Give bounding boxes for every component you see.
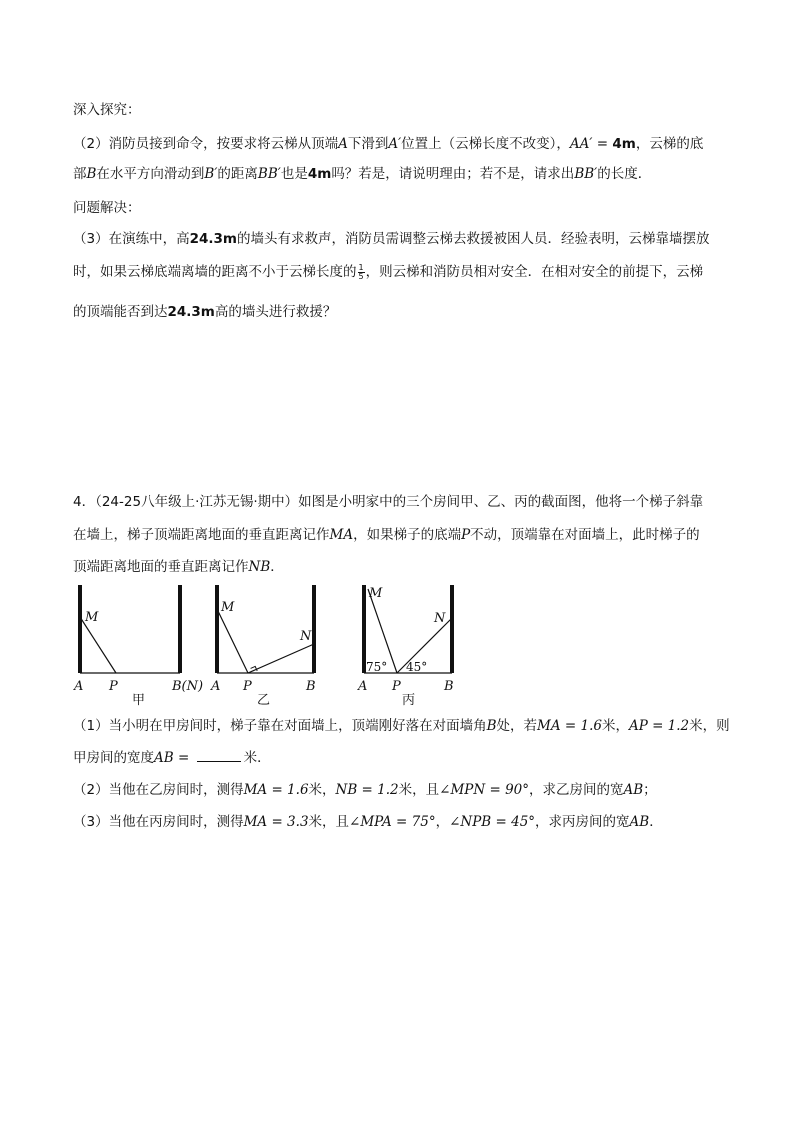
fraction-one-fifth: $\frac{1}{5}$: [358, 262, 364, 281]
question-3-line-2: 时，如果云梯底端离墙的距离不小于云梯长度的 $\frac{1}{5}$ ，则云梯和消防员相对安全．在相对安全的前提下，云梯: [73, 262, 704, 281]
room-bing-label-P: P: [392, 679, 401, 694]
room-jia-name: 甲: [132, 693, 146, 708]
section-heading-solve: 问题解决：: [73, 200, 141, 216]
answer-blank[interactable]: [197, 747, 241, 762]
room-yi-label-A: A: [211, 679, 221, 694]
problem-4-sub-2: （2）当他在乙房间时，测得MA = 1.6米，NB = 1.2米，且∠MPN = 90°，求乙房间的宽AB；: [73, 782, 657, 798]
problem-4-line-2: 在墙上，梯子顶端距离地面的垂直距离记作MA，如果梯子的底端P不动，顶端靠在对面墙上，此时梯子的: [73, 527, 700, 543]
room-jia-label-BN: B(N): [172, 679, 204, 694]
problem-4-line-1: 4．（24-25八年级上·江苏无锡·期中）如图是小明家中的三个房间甲、乙、丙的截面图，他将一个梯子斜靠: [73, 494, 704, 510]
room-jia-label-A: A: [74, 679, 84, 694]
question-2-line-1: （2）消防员接到命令，按要求将云梯从顶端A下滑到A′位置上（云梯长度不改变），AA′ = 4m，云梯的底: [73, 136, 704, 152]
room-bing-label-M: M: [369, 586, 383, 601]
question-3-line-3: 的顶端能否到达24.3m高的墙头进行救援？: [73, 304, 337, 320]
room-bing-name: 丙: [402, 693, 416, 708]
problem-4-sub-3: （3）当他在丙房间时，测得MA = 3.3米，且∠MPA = 75°，∠NPB = 45°，求丙房间的宽AB．: [73, 814, 663, 830]
problem-4-line-3: 顶端距离地面的垂直距离记作NB．: [73, 559, 284, 575]
room-yi-label-N: N: [300, 629, 312, 644]
room-jia-ladder: [80, 617, 116, 673]
room-yi-label-M: M: [221, 600, 235, 615]
question-2-line-2: 部B在水平方向滑动到B′的距离BB′也是4m吗？若是，请说明理由；若不是，请求出BB′的长度．: [73, 166, 652, 182]
problem-4-sub-1-line-2: 甲房间的宽度AB = 米．: [73, 747, 733, 768]
room-bing-label-B: B: [444, 679, 454, 694]
room-bing-diagram: [357, 585, 454, 708]
room-bing-label-N: N: [434, 611, 446, 626]
room-yi-ladder-PM: [217, 609, 248, 673]
room-jia-diagram: [73, 585, 203, 708]
room-jia-label-P: P: [109, 679, 118, 694]
section-heading-explore: 深入探究：: [73, 102, 141, 118]
room-jia-label-M: M: [85, 610, 99, 625]
room-yi-label-B: B: [306, 679, 316, 694]
room-yi-diagram: [210, 585, 316, 708]
room-bing-angle-45: 45°: [406, 660, 428, 674]
room-bing-angle-75: 75°: [366, 660, 388, 674]
problem-4-sub-1-line-1: （1）当小明在甲房间时，梯子靠在对面墙上，顶端刚好落在对面墙角B处，若MA = 1.6米，AP = 1.2米，则: [73, 718, 730, 734]
room-yi-ladder-PN: [248, 644, 314, 673]
room-yi-name: 乙: [257, 693, 271, 708]
question-3-line-1: （3）在演练中，高24.3m的墙头有求救声，消防员需调整云梯去救援被困人员．经验表明，云梯靠墙摆放: [73, 231, 710, 247]
room-bing-label-A: A: [358, 679, 368, 694]
rooms-cross-section-figure: [68, 582, 468, 712]
room-yi-label-P: P: [243, 679, 252, 694]
